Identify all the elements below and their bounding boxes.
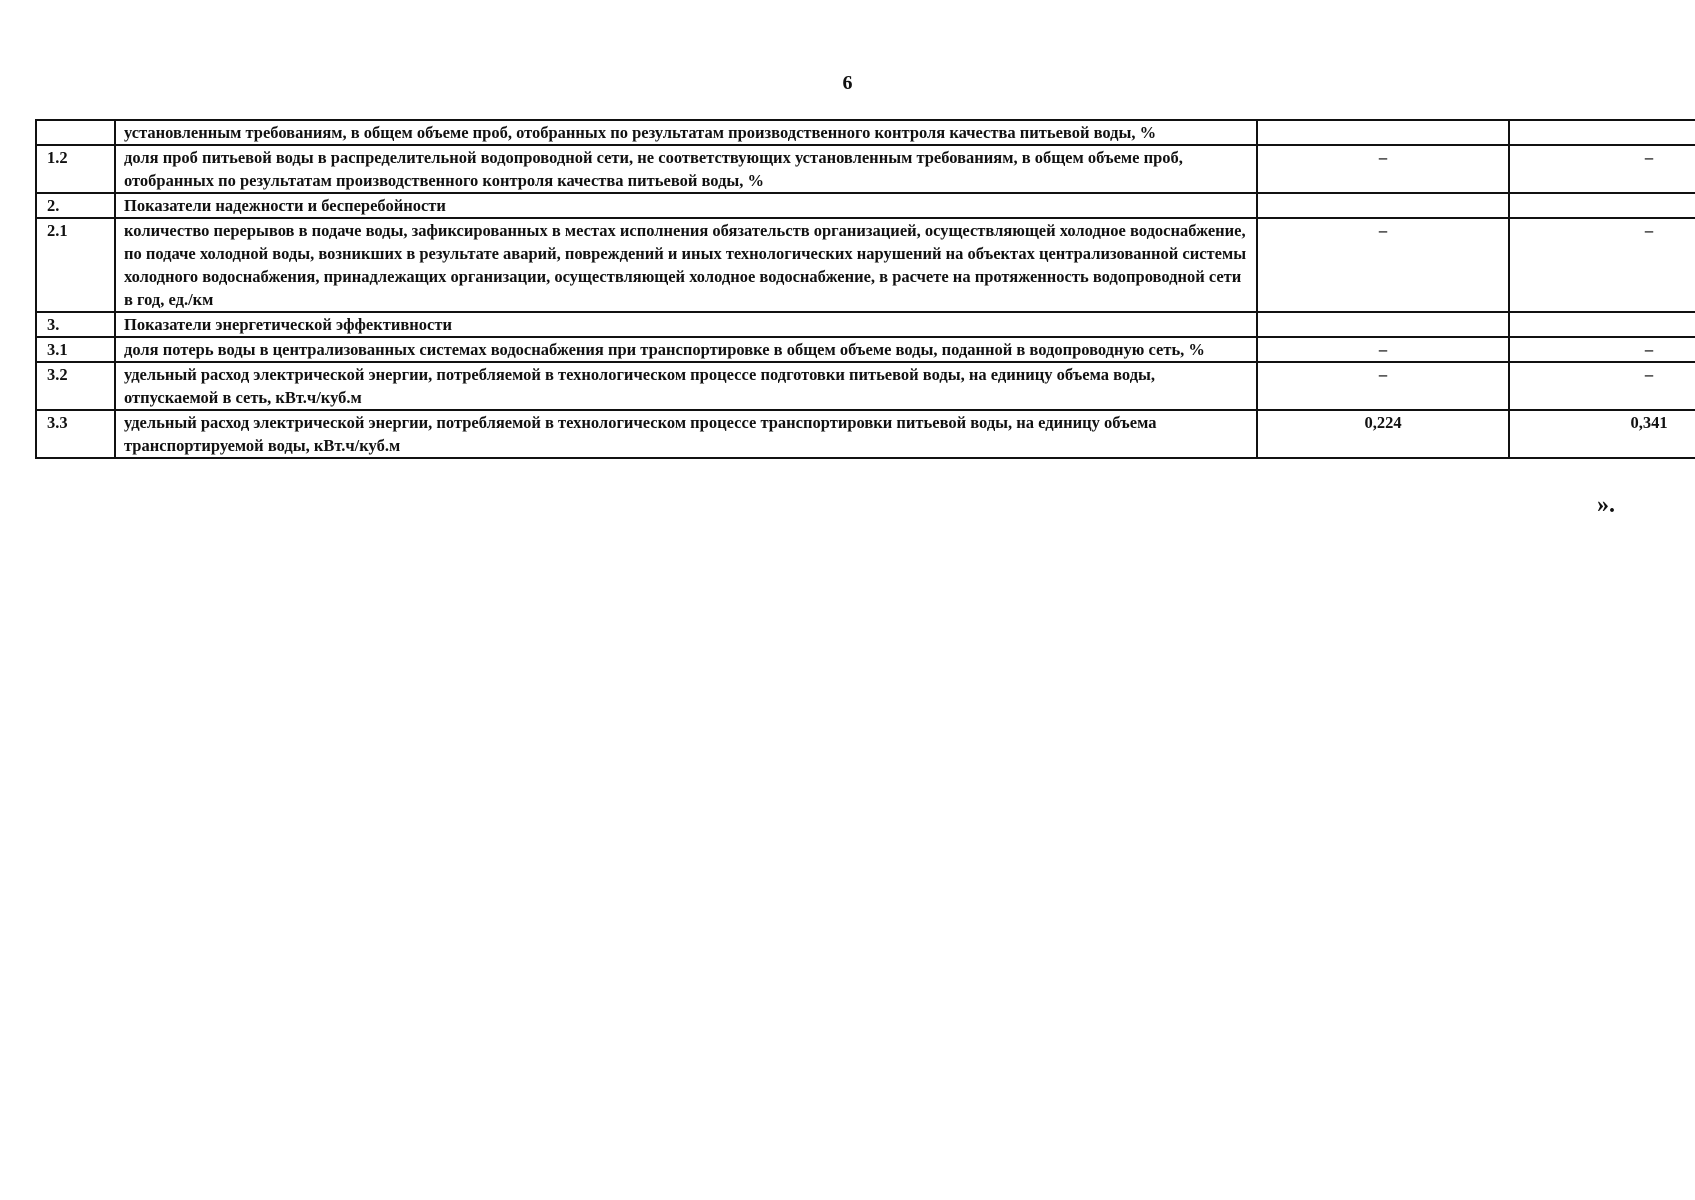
table-row xyxy=(36,120,1695,145)
row-number: 2.1 xyxy=(36,218,115,312)
closing-quote: ». xyxy=(1597,492,1615,518)
section-row xyxy=(36,312,1695,337)
value-col-1 xyxy=(1257,193,1509,218)
value-col-1: – xyxy=(1257,145,1509,193)
value-col-2: – xyxy=(1509,362,1695,410)
value-col-2: – xyxy=(1509,337,1695,362)
page-number: 6 xyxy=(842,72,853,94)
row-number: 3.2 xyxy=(36,362,115,410)
value-col-1: 0,224 xyxy=(1257,410,1509,458)
value-col-2 xyxy=(1509,120,1695,145)
value-col-1 xyxy=(1257,120,1509,145)
value-col-1: – xyxy=(1257,362,1509,410)
table-row xyxy=(36,410,1695,458)
section-title: Показатели энергетической эффективности xyxy=(115,312,1257,337)
table-row xyxy=(36,362,1695,410)
section-row xyxy=(36,193,1695,218)
value-col-1: – xyxy=(1257,218,1509,312)
table-row xyxy=(36,218,1695,312)
row-number: 1.2 xyxy=(36,145,115,193)
row-number xyxy=(36,120,115,145)
indicator-name: установленным требованиям, в общем объеме проб, отобранных по результатам производственного контроля качества питьевой воды, % xyxy=(115,120,1257,145)
value-col-2: – xyxy=(1509,145,1695,193)
value-col-1: – xyxy=(1257,337,1509,362)
value-col-2: – xyxy=(1509,218,1695,312)
value-col-2 xyxy=(1509,193,1695,218)
row-number: 2. xyxy=(36,193,115,218)
indicator-name: удельный расход электрической энергии, потребляемой в технологическом процессе транспортировки питьевой воды, на единицу объема транспортируемой воды, кВт.ч/куб.м xyxy=(115,410,1257,458)
value-col-2 xyxy=(1509,312,1695,337)
table-row xyxy=(36,337,1695,362)
indicator-name: количество перерывов в подаче воды, зафиксированных в местах исполнения обязательств организацией, осуществляющей холодное водоснабжение, по подаче холодной воды, возникших в результате аварий, повреждений и иных технологических нарушений на объектах централизованной системы холодного водоснабжения, принадлежащих организации, осуществляющей холодное водоснабжение, в расчете на протяженность водопроводной сети в год, ед./км xyxy=(115,218,1257,312)
row-number: 3. xyxy=(36,312,115,337)
indicator-name: доля проб питьевой воды в распределительной водопроводной сети, не соответствующих установленным требованиям, в общем объеме проб, отобранных по результатам производственного контроля качества питьевой воды, % xyxy=(115,145,1257,193)
indicators-table xyxy=(35,119,1695,459)
value-col-2: 0,341 xyxy=(1509,410,1695,458)
indicator-name: удельный расход электрической энергии, потребляемой в технологическом процессе подготовки питьевой воды, на единицу объема воды, отпускаемой в сеть, кВт.ч/куб.м xyxy=(115,362,1257,410)
value-col-1 xyxy=(1257,312,1509,337)
row-number: 3.3 xyxy=(36,410,115,458)
table-row xyxy=(36,145,1695,193)
section-title: Показатели надежности и бесперебойности xyxy=(115,193,1257,218)
row-number: 3.1 xyxy=(36,337,115,362)
indicator-name: доля потерь воды в централизованных системах водоснабжения при транспортировке в общем объеме воды, поданной в водопроводную сеть, % xyxy=(115,337,1257,362)
